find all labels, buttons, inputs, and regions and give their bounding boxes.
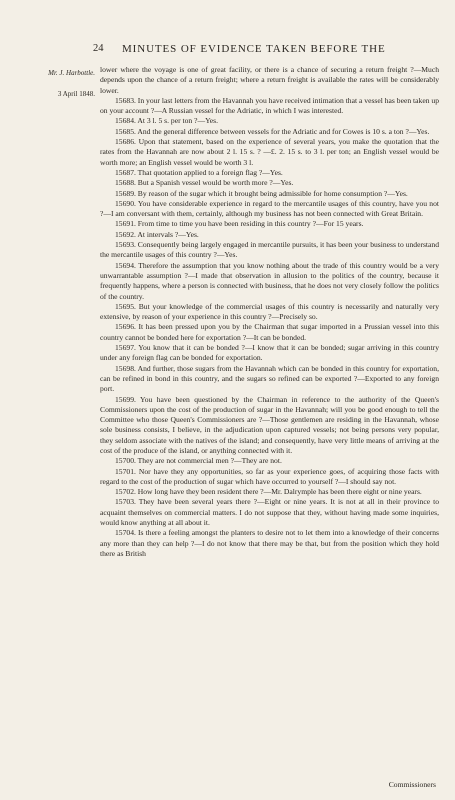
paragraph: 15687. That quotation applied to a foreign flag ?—Yes. [115,167,283,177]
paragraph: 15702. How long have they been resident there ?—Mr. Dalrymple has been there eight or nine years. [115,487,422,497]
paragraph: 15689. By reason of the sugar which it brought being admissible for home consumption ?—Yes. [115,188,408,198]
paragraph: 15693. Consequently being largely engaged in mercantile pursuits, it has been your business to understand the mercantile usages of this country ?—Yes. [100,240,439,260]
catchword: Commissioners [388,780,436,789]
page-header [0,43,455,59]
paragraph: 15686. Upon that statement, based on the experience of several years, you make the quotation that the rates from the Havannah are now about 2 l. 15 s. ? —£. 2. 15 s. to 3 l. per ton; an English vessel would be worth more; an English vessel would be worth 3 l. [100,137,439,167]
margin-witness-name: Mr. J. Harbottle. [48,69,95,77]
running-title: MINUTES OF EVIDENCE TAKEN BEFORE THE [122,43,386,55]
paragraph: 15701. Nor have they any opportunities, so far as your experience goes, of acquiring those facts with regard to the cost of the production of sugar which have occurred to yourself ?—I should say not. [100,466,439,486]
paragraph: lower where the voyage is one of great facility, or there is a chance of securing a return freight ?—Much depends upon the chance of a return freight; where a return freight is available the rates will be considerably lower. [100,65,439,95]
paragraph: 15697. You know that it can be bonded ?—I know that it can be bonded; sugar arriving in this country under any foreign flag can be bonded for exportation. [100,343,439,363]
paragraph: 15694. Therefore the assumption that you know nothing about the trade of this country would be a very unwarrantable assumption ?—I made that observation in allusion to the politics of the country, because it frequently happens, where a person is connected with business, that he does not very closely follow the politics of the country. [100,260,439,301]
paragraph: 15690. You have considerable experience in regard to the mercantile usages of this country, have you not ?—I am conversant with them, certainly, although my business has not been connected with Great Britain. [100,198,439,219]
paragraph: 15692. At intervals ?—Yes. [115,229,199,239]
paragraph: 15696. It has been pressed upon you by the Chairman that sugar imported in a Prussian vessel into this country cannot be bonded here for exportation ?—It can be bonded. [100,322,439,342]
paragraph: 15699. You have been questioned by the Chairman in reference to the authority of the Queen's Commissioners upon the cost of the production of sugar in the Havannah; will you be good enough to tell the Committee who those Queen's Commissioners are ?—Those gentlemen are residing in the Havannah, whose sole business consists, I believe, in the adjudication upon captured vessels; not being persons very popular, they seldom associate with the natives of the island; and consequently, have very little means of arriving at the cost of the produce of the island, or anything connected with it. [100,394,439,455]
paragraph: 15684. At 3 l. 5 s. per ton ?—Yes. [115,116,219,126]
paragraph: 15683. In your last letters from the Havannah you have received intimation that a vessel has been taken up on your account ?—A Russian vessel for the Adriatic, in which I was interested. [100,95,439,116]
paragraph: 15703. They have been several years there ?—Eight or nine years. It is not at all in their province to acquaint themselves on commercial matters. I do not suppose that they, without having made some inquiries, would know anything at all about it. [100,497,439,528]
paragraph: 15698. And further, those sugars from the Havannah which can be bonded in this country for exportation, can be refined in bond in this country, and the sugars so refined can be exported ?—Exported to any foreign port. [100,363,439,394]
paragraph: 15695. But your knowledge of the commercial usages of this country is necessarily and naturally very extensive, by reason of your experience in this country ?—Precisely so. [100,301,439,322]
paragraph: 15688. But a Spanish vessel would be worth more ?—Yes. [115,178,294,188]
margin-date: 3 April 1848. [57,90,95,98]
paragraph: 15704. Is there a feeling amongst the planters to desire not to let them into a knowledge of their concerns any more than they can help ?—I do not know that there may be that, but from the position which they hold there as British [100,528,439,558]
paragraph: 15691. From time to time you have been residing in this country ?—For 15 years. [115,219,364,229]
paragraph: 15700. They are not commercial men ?—They are not. [115,456,282,466]
body-text [100,65,439,559]
page-number: 24 [93,43,104,54]
paragraph: 15685. And the general difference between vessels for the Adriatic and for Cowes is 10 s. a ton ?—Yes. [115,126,430,136]
